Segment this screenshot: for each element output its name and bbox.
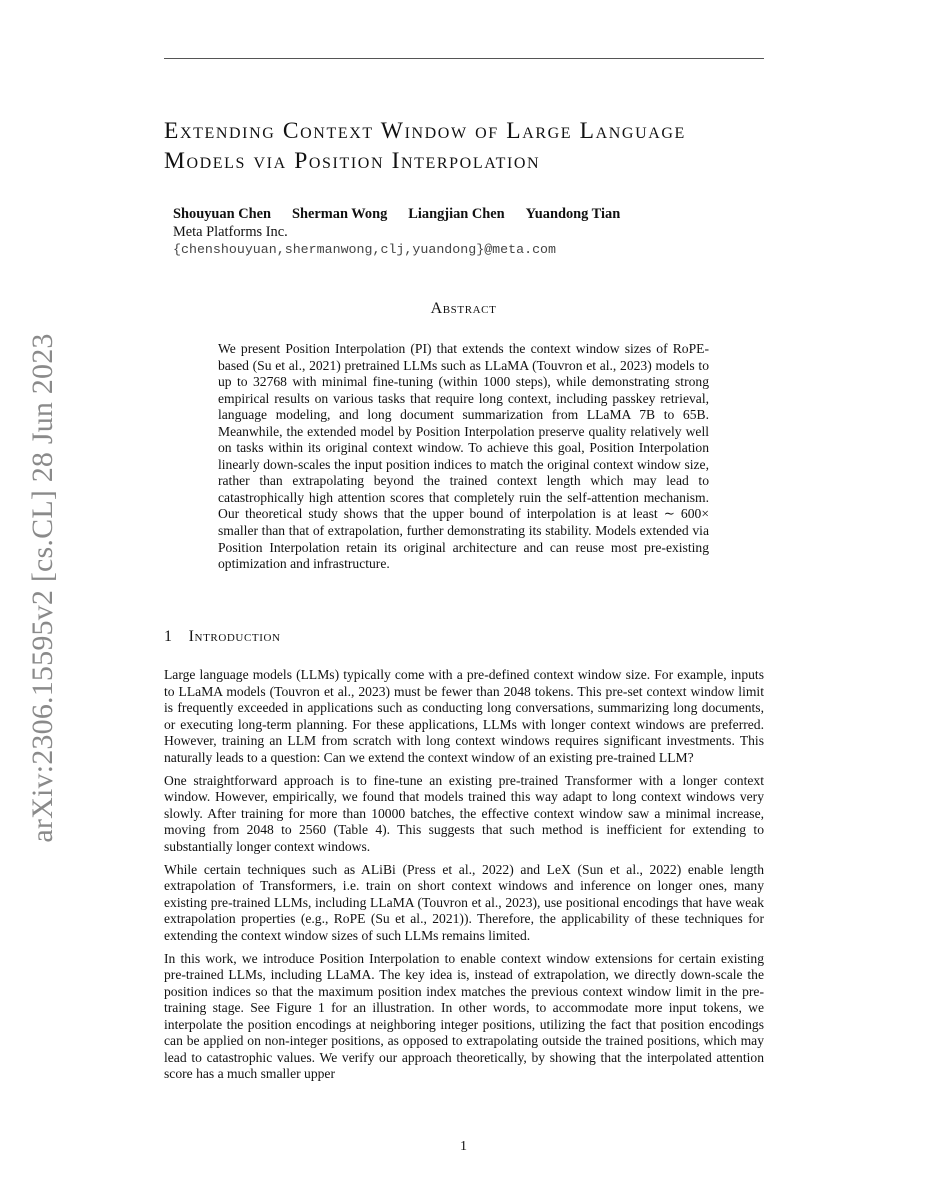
section-heading bbox=[164, 628, 281, 646]
author-name: Shouyuan Chen bbox=[173, 206, 271, 222]
abstract-text: We present Position Interpolation (PI) that extends the context window sizes of RoPE-based (Su et al., 2021) pretrained LLMs such as LLaMA (Touvron et al., 2023) models to up to 32768 with minimal fine-tuning (within 1000 steps), while demonstrating strong empirical results on various tasks that require long context, including passkey retrieval, language modeling, and long document summarization from LLaMA 7B to 65B. Meanwhile, the extended model by Position Interpolation preserve quality relatively well on tasks within its original context window. To achieve this goal, Position Interpolation linearly down-scales the input position indices to match the original context window size, rather than extrapolating beyond the trained context length which may lead to catastrophically high attention scores that completely ruin the self-attention mechanism. Our theoretical study shows that the upper bound of interpolation is at least ∼ 600× smaller than that of extrapolation, further demonstrating its stability. Models extended via Position Interpolation retain its original architecture and can reuse most pre-existing optimization and infrastructure. bbox=[218, 341, 709, 572]
section-body bbox=[164, 667, 764, 1089]
paper-title: Extending Context Window of Large Language Models via Position Interpolation bbox=[164, 118, 686, 174]
top-rule bbox=[164, 58, 764, 59]
author-name: Yuandong Tian bbox=[525, 206, 621, 222]
author-name: Sherman Wong bbox=[292, 206, 388, 222]
author-name: Liangjian Chen bbox=[408, 206, 505, 222]
section-title: Introduction bbox=[188, 628, 281, 645]
author-names bbox=[173, 206, 641, 223]
paragraph: In this work, we introduce Position Interpolation to enable context window extensions for certain existing pre-trained LLMs, including LLaMA. The key idea is, instead of extrapolation, we directly down-scale the position indices so that the maximum position index matches the previous context window limit in the pre-training stage. See Figure 1 for an illustration. In other words, to accommodate more input tokens, we interpolate the position encodings at neighboring integer positions, utilizing the fact that position encodings can be applied on non-integer positions, as opposed to extrapolating outside the trained positions, which may lead to catastrophic values. We verify our approach theoretically, by showing that the interpolated attention score has a much smaller upper bbox=[164, 950, 764, 1081]
author-emails: {chenshouyuan,shermanwong,clj,yuandong}@meta.com bbox=[173, 242, 557, 257]
paragraph: One straightforward approach is to fine-tune an existing pre-trained Transformer with a longer context window. However, empirically, we found that models trained this way adapt to long context windows very slowly. After training for more than 10000 batches, the effective context window saw a minimal increase, moving from 2048 to 2560 (Table 4). This suggests that such method is inefficient for extending to substantially longer context windows. bbox=[164, 772, 764, 854]
arxiv-stamp bbox=[28, 326, 58, 850]
author-block bbox=[173, 206, 641, 259]
paragraph: While certain techniques such as ALiBi (Press et al., 2022) and LeX (Sun et al., 2022) enable length extrapolation of Transformers, i.e. train on short context windows and inference on longer ones, many existing pre-trained LLMs, including LLaMA (Touvron et al., 2023), use positional encodings that have weak extrapolation properties (e.g., RoPE (Su et al., 2021)). Therefore, the applicability of these techniques for extending the context window sizes of such LLMs remains limited. bbox=[164, 861, 764, 943]
abstract-heading: Abstract bbox=[430, 300, 497, 317]
section-number: 1 bbox=[164, 628, 173, 645]
arxiv-id: arXiv:2306.15595v2 [cs.CL] 28 Jun 2023 bbox=[26, 333, 59, 843]
affiliation: Meta Platforms Inc. bbox=[173, 224, 288, 240]
page-number: 1 bbox=[460, 1139, 467, 1154]
paragraph: Large language models (LLMs) typically come with a pre-defined context window size. For example, inputs to LLaMA models (Touvron et al., 2023) must be fewer than 2048 tokens. This pre-set context window limit is frequently exceeded in applications such as conducting long conversations, summarizing long documents, or executing long-term planning. For these applications, LLMs with longer context windows are preferred. However, training an LLM from scratch with long context windows requires significant investments. This naturally leads to a question: Can we extend the context window of an existing pre-trained LLM? bbox=[164, 667, 764, 765]
